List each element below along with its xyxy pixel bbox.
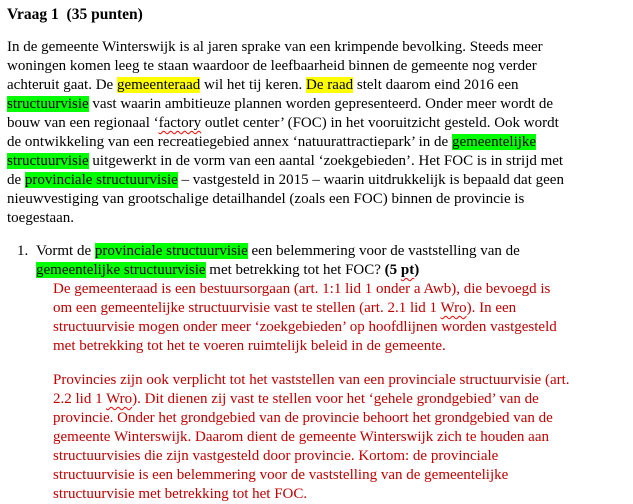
text-segment: achteruit gaat. De: [7, 77, 117, 93]
text-line: [7, 152, 625, 171]
text-segment: Provincies zijn ook verplicht tot het vaststellen van een provinciale structuurvisie (art.: [53, 372, 570, 388]
highlighted-text: De raad: [306, 77, 354, 93]
text-segment: ): [414, 262, 420, 278]
text-segment: toegestaan.: [7, 210, 75, 226]
text-line: [53, 299, 625, 318]
text-segment: de ontwikkeling van een recreatiegebied annex ‘natuurattractiepark’ in de: [7, 134, 452, 150]
text-segment: de: [7, 172, 25, 188]
highlighted-text: gemeentelijke structuurvisie: [36, 262, 206, 278]
text-segment: ). In een: [466, 300, 517, 316]
highlighted-text: provinciale structuurvisie: [24, 172, 178, 188]
highlighted-text: gemeentelijke: [451, 134, 537, 150]
question-text: [36, 242, 520, 280]
text-line: [7, 95, 625, 114]
text-segment: structuurvisie met betrekking tot het FOC.: [53, 486, 308, 502]
text-segment: om een gemeentelijke structuurvisie vast te stellen (art. 2.1 lid 1: [53, 300, 441, 316]
text-segment: uitgewerkt in de vorm van een aantal ‘zoekgebieden’. Het FOC is in strijd met: [88, 153, 564, 169]
text-line: [53, 390, 625, 409]
text-segment: 2.2 lid 1: [53, 391, 107, 407]
text-segment: vast waarin ambitieuze plannen worden gepresenteerd. Onder meer wordt de: [88, 96, 554, 112]
text-line: [36, 261, 520, 280]
text-line: [53, 447, 625, 466]
text-line: [7, 133, 625, 152]
highlighted-text: gemeenteraad: [116, 77, 201, 93]
text-line: [53, 466, 625, 485]
intro-paragraph: [7, 38, 625, 228]
text-line: [7, 76, 625, 95]
text-line: [53, 485, 625, 504]
text-segment: provincie. Onder het grondgebied van de provincie behoort het grondgebied van de: [53, 410, 553, 426]
question-number: 1.: [17, 243, 29, 259]
answer-paragraph-1: [53, 280, 625, 356]
text-segment: nieuwvestiging van grootschalige detailhandel (zoals een FOC) binnen de provincie is: [7, 191, 525, 207]
text-segment: outlet center’ (FOC) in het vooruitzicht gesteld. Ook wordt: [201, 115, 559, 131]
text-segment: bouw van een regionaal ‘: [7, 115, 159, 131]
text-segment: (5: [384, 262, 401, 278]
spellcheck-flagged-text: factory: [158, 115, 202, 131]
text-line: [7, 57, 625, 76]
text-line: [53, 318, 625, 337]
text-segment: structuurvisies die zijn vastgesteld door provincie. Kortom: de provinciale: [53, 448, 499, 464]
text-segment: woningen komen leeg te staan waardoor de leefbaarheid binnen de gemeente nog verder: [7, 58, 537, 74]
text-segment: structuurvisie mogen onder meer ‘zoekgebieden’ op hoofdlijnen worden vastgesteld: [53, 319, 557, 335]
text-segment: stelt daarom eind 2016 een: [353, 77, 519, 93]
text-line: [53, 371, 625, 390]
highlighted-text: structuurvisie: [7, 96, 89, 112]
spellcheck-flagged-text: pt: [400, 262, 415, 278]
question-item: [7, 242, 625, 280]
text-segment: een belemmering voor de vaststelling van de: [247, 243, 520, 259]
text-line: [7, 190, 625, 209]
spellcheck-flagged-text: Wro: [440, 300, 467, 316]
spellcheck-flagged-text: Wro: [106, 391, 133, 407]
highlighted-text: provinciale structuurvisie: [94, 243, 248, 259]
text-line: [53, 280, 625, 299]
text-line: [7, 38, 625, 57]
answer-paragraph-2: [53, 371, 625, 504]
text-line: [53, 409, 625, 428]
text-line: [7, 209, 625, 228]
text-segment: structuurvisie is een belemmering voor de vaststelling van de gemeentelijke: [53, 467, 509, 483]
text-line: [7, 114, 625, 133]
text-segment: Vormt de: [36, 243, 95, 259]
question-title: Vraag 1 (35 punten): [7, 6, 143, 23]
highlighted-text: structuurvisie: [7, 153, 89, 169]
text-segment: ). Dit dienen zij vast te stellen voor het ‘gehele grondgebied’ van de: [132, 391, 539, 407]
text-line: [7, 171, 625, 190]
text-segment: In de gemeente Winterswijk is al jaren sprake van een krimpende bevolking. Steeds meer: [7, 39, 543, 55]
text-line: [53, 337, 625, 356]
text-segment: gemeente Winterswijk. Daarom dient de gemeente Winterswijk zich te houden aan: [53, 429, 549, 445]
text-segment: – vastgesteld in 2015 – waarin uitdrukkelijk is bepaald dat geen: [177, 172, 564, 188]
text-segment: met betrekking tot het FOC?: [205, 262, 385, 278]
text-line: [36, 242, 520, 261]
text-line: [53, 428, 625, 447]
text-segment: met betrekking tot het te voeren ruimtelijk beleid in de gemeente.: [53, 338, 446, 354]
text-segment: De gemeenteraad is een bestuursorgaan (art. 1:1 lid 1 onder a Awb), die bevoegd is: [53, 281, 551, 297]
text-segment: wil het tij keren.: [200, 77, 307, 93]
